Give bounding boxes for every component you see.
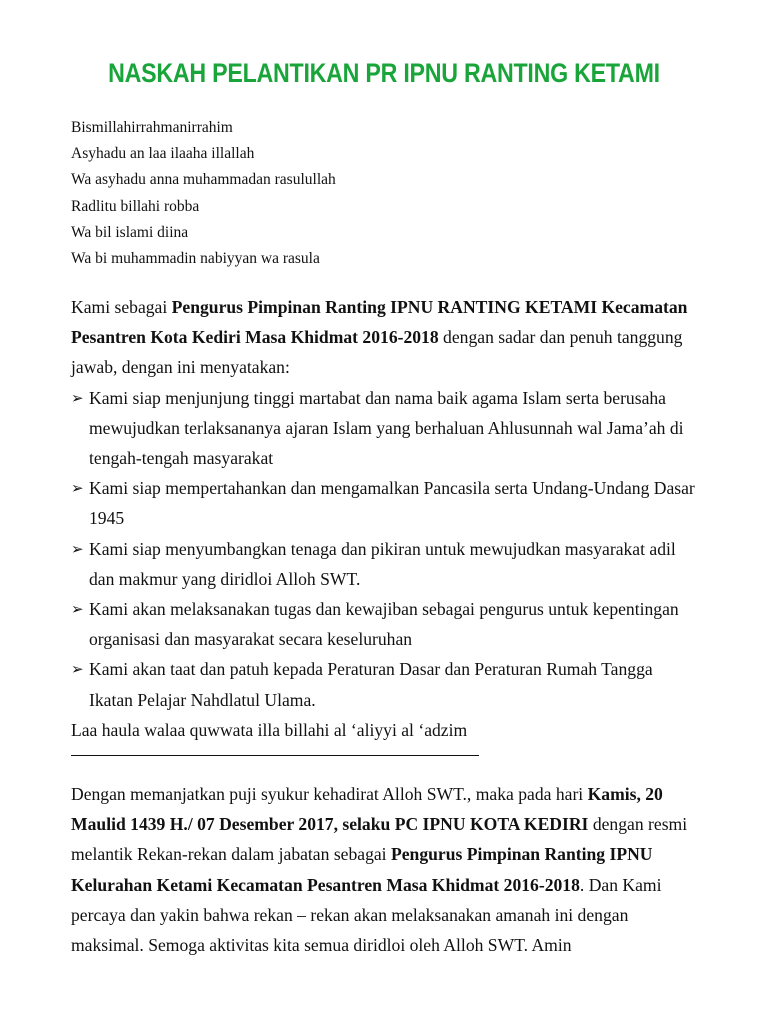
prayer-line: Radlitu billahi robba: [71, 197, 200, 215]
statement-intro-bold: Pengurus Pimpinan Ranting IPNU RANTING KETAMI Kecamatan Pesantren Kota Kediri Masa Khidmat 2016-2018: [71, 297, 688, 348]
document-title: NASKAH PELANTIKAN PR IPNU RANTING KETAMI: [108, 58, 660, 88]
statement-intro-plain: Kami sebagai: [71, 297, 172, 317]
closing-prayer: Laa haula walaa quwwata illa billahi al ‘aliyyi al ‘adzim: [71, 719, 468, 740]
divider-line: [71, 755, 479, 756]
prayer-line: Asyhadu an laa ilaaha illallah: [71, 145, 255, 163]
arrow-bullet-icon: ➢: [71, 539, 84, 558]
statement-intro: [71, 292, 701, 383]
announcement-text: dengan resmi melantik Rekan-rekan dalam jabatan sebagai: [71, 814, 688, 865]
announcement-date: Kamis, 20 Maulid 1439 H./ 07 Desember 2017, selaku PC IPNU KOTA KEDIRI: [71, 784, 663, 835]
statement-block: [71, 292, 701, 745]
prayer-line: Wa asyhadu anna muhammadan rasulullah: [71, 171, 336, 189]
list-item: [71, 383, 701, 474]
list-item: [71, 654, 701, 714]
statement-intro-tail: dengan sadar dan penuh tanggung jawab, dengan ini menyatakan:: [71, 327, 683, 378]
list-item: [71, 594, 701, 654]
list-item: [71, 473, 701, 533]
announcement-text: . Dan Kami percaya dan yakin bahwa rekan – rekan akan melaksanakan amanah ini dengan maksimal. Semoga aktivitas kita semua diridloi oleh Alloh SWT. Amin: [71, 874, 662, 956]
list-item-text: Kami siap menjunjung tinggi martabat dan nama baik agama Islam serta berusaha mewujudkan terlaksananya ajaran Islam yang berhaluan Ahlusunnah wal Jama’ah di tengah-tengah masyarakat: [89, 387, 684, 469]
announcement-text: Dengan memanjatkan puji syukur kehadirat Alloh SWT., maka pada hari: [71, 784, 588, 804]
announcement-position: Pengurus Pimpinan Ranting IPNU Kelurahan Ketami Kecamatan Pesantren Masa Khidmat 2016-2018: [71, 844, 653, 895]
arrow-bullet-icon: ➢: [71, 600, 84, 619]
statement-list: [71, 383, 701, 715]
arrow-bullet-icon: ➢: [71, 388, 84, 407]
arrow-bullet-icon: ➢: [71, 479, 84, 498]
prayer-line: Bismillahirrahmanirrahim: [71, 119, 233, 136]
announcement-block: [71, 779, 701, 960]
list-item: [71, 534, 701, 594]
prayer-line: Wa bi muhammadin nabiyyan wa rasula: [71, 250, 320, 268]
prayer-line: Wa bil islami diina: [71, 223, 189, 241]
list-item-text: Kami akan melaksanakan tugas dan kewajiban sebagai pengurus untuk kepentingan organisasi dan masyarakat secara keseluruhan: [89, 599, 679, 650]
list-item-text: Kami akan taat dan patuh kepada Peraturan Dasar dan Peraturan Rumah Tangga Ikatan Pelajar Nahdlatul Ulama.: [89, 659, 653, 710]
list-item-text: Kami siap mempertahankan dan mengamalkan Pancasila serta Undang-Undang Dasar 1945: [89, 478, 695, 529]
list-item-text: Kami siap menyumbangkan tenaga dan pikiran untuk mewujudkan masyarakat adil dan makmur yang diridloi Alloh SWT.: [89, 538, 676, 589]
prayer-block: [71, 115, 691, 272]
announcement-paragraph: [71, 779, 701, 960]
arrow-bullet-icon: ➢: [71, 660, 84, 679]
